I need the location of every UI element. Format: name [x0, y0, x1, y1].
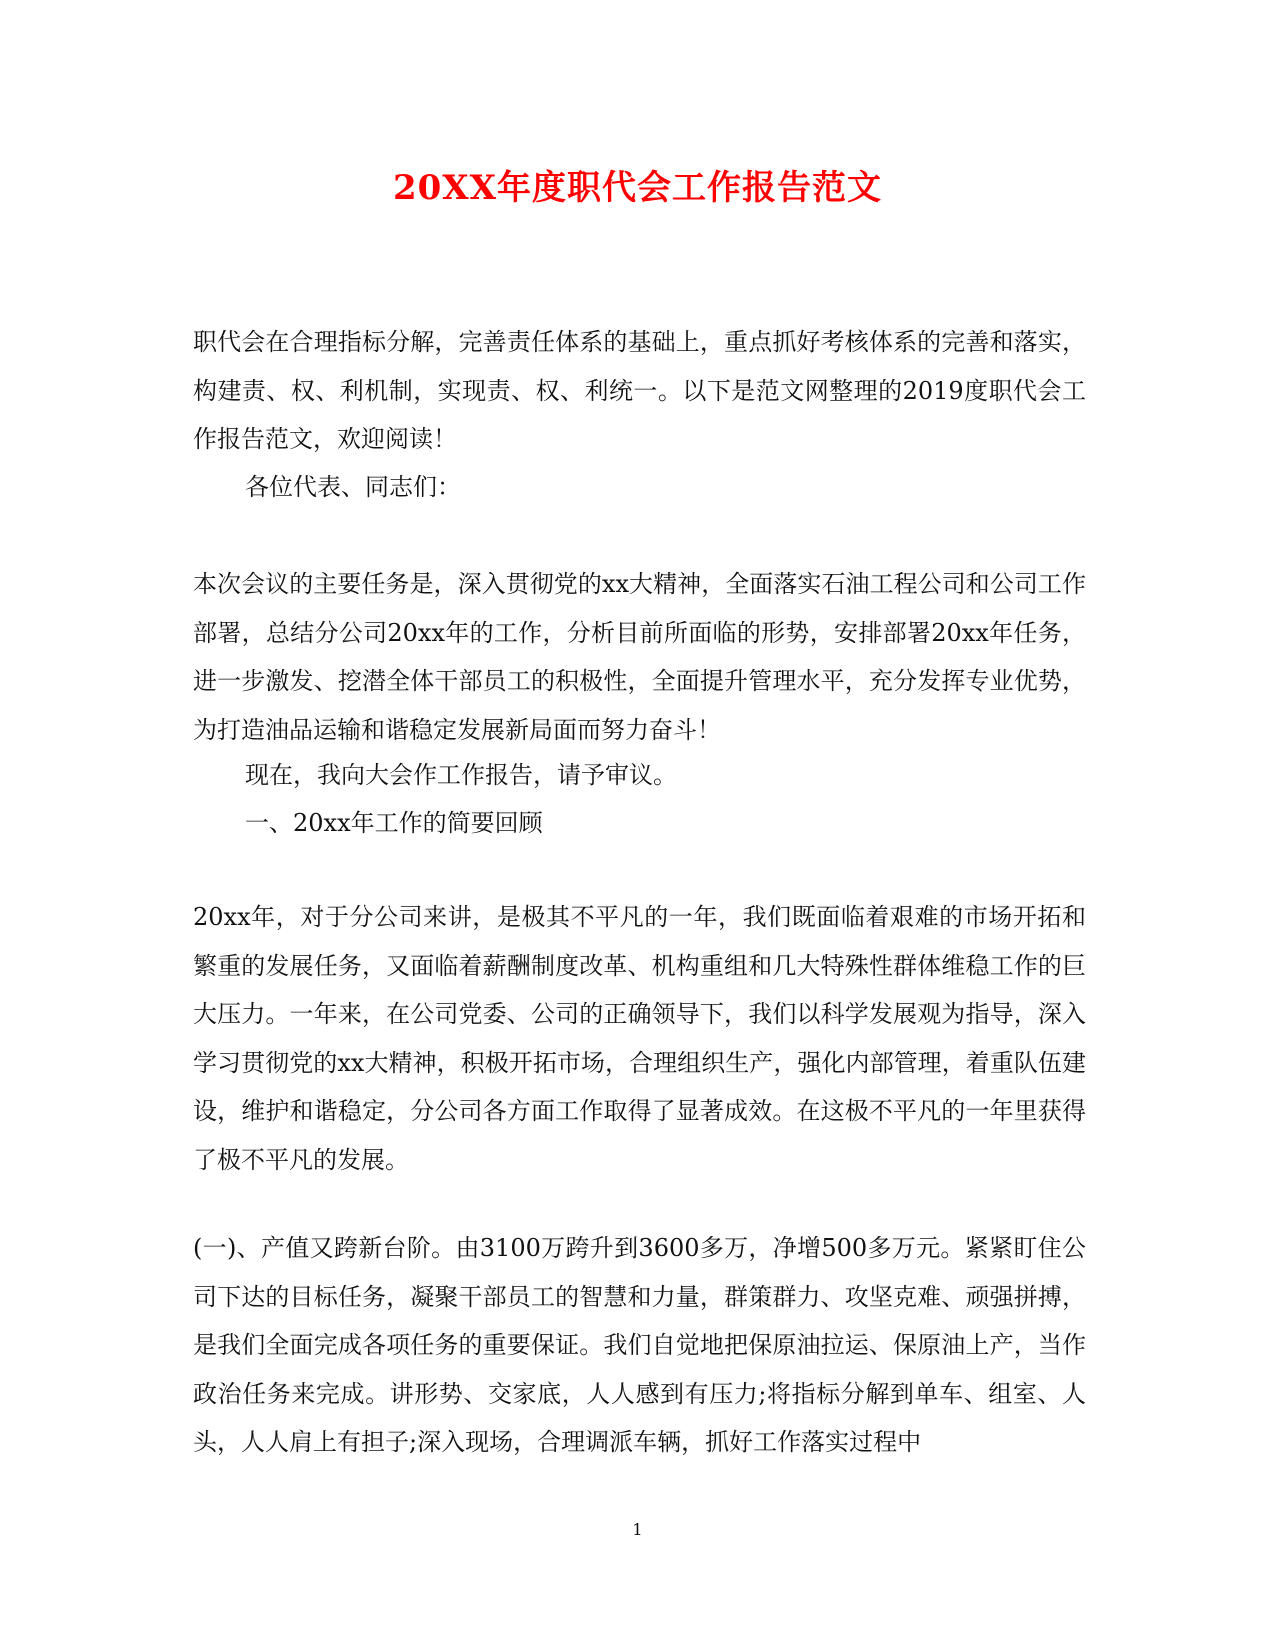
intro-paragraph: 职代会在合理指标分解，完善责任体系的基础上，重点抓好考核体系的完善和落实，构建责、权、利机制，实现责、权、利统一。以下是范文网整理的2019度职代会工作报告范文，欢迎阅读！	[193, 328, 1086, 453]
review-paragraph: 20xx年，对于分公司来讲，是极其不平凡的一年，我们既面临着艰难的市场开拓和繁重的发展任务，又面临着薪酬制度改革、机构重组和几大特殊性群体维稳工作的巨大压力。一年来，在公司党委、公司的正确领导下，我们以科学发展观为指导，深入学习贯彻党的xx大精神，积极开拓市场，合理组织生产，强化内部管理，着重队伍建设，维护和谐稳定，分公司各方面工作取得了显著成效。在这极不平凡的一年里获得了极不平凡的发展。	[193, 903, 1086, 1174]
report-request-line: 现在，我向大会作工作报告，请予审议。	[245, 761, 677, 789]
meeting-task-paragraph: 本次会议的主要任务是，深入贯彻党的xx大精神，全面落实石油工程公司和公司工作部署，总结分公司20xx年的工作，分析目前所面临的形势，安排部署20xx年任务，进一步激发、挖潜全体干部员工的积极性，全面提升管理水平，充分发挥专业优势，为打造油品运输和谐稳定发展新局面而努力奋斗！	[193, 570, 1086, 744]
output-value-paragraph: (一)、产值又跨新台阶。由3100万跨升到3600多万，净增500多万元。紧紧盯住公司下达的目标任务，凝聚干部员工的智慧和力量，群策群力、攻坚克难、顽强拼搏，是我们全面完成各项任务的重要保证。我们自觉地把保原油拉运、保原油上产，当作政治任务来完成。讲形势、交家底，人人感到有压力;将指标分解到单车、组室、人头，人人肩上有担子;深入现场，合理调派车辆，抓好工作落实过程中	[193, 1234, 1086, 1456]
salutation: 各位代表、同志们：	[245, 473, 461, 501]
section-heading-review: 一、20xx年工作的简要回顾	[245, 809, 543, 837]
page-number: 1	[632, 1520, 643, 1539]
document-title: 20XX年度职代会工作报告范文	[392, 168, 883, 208]
